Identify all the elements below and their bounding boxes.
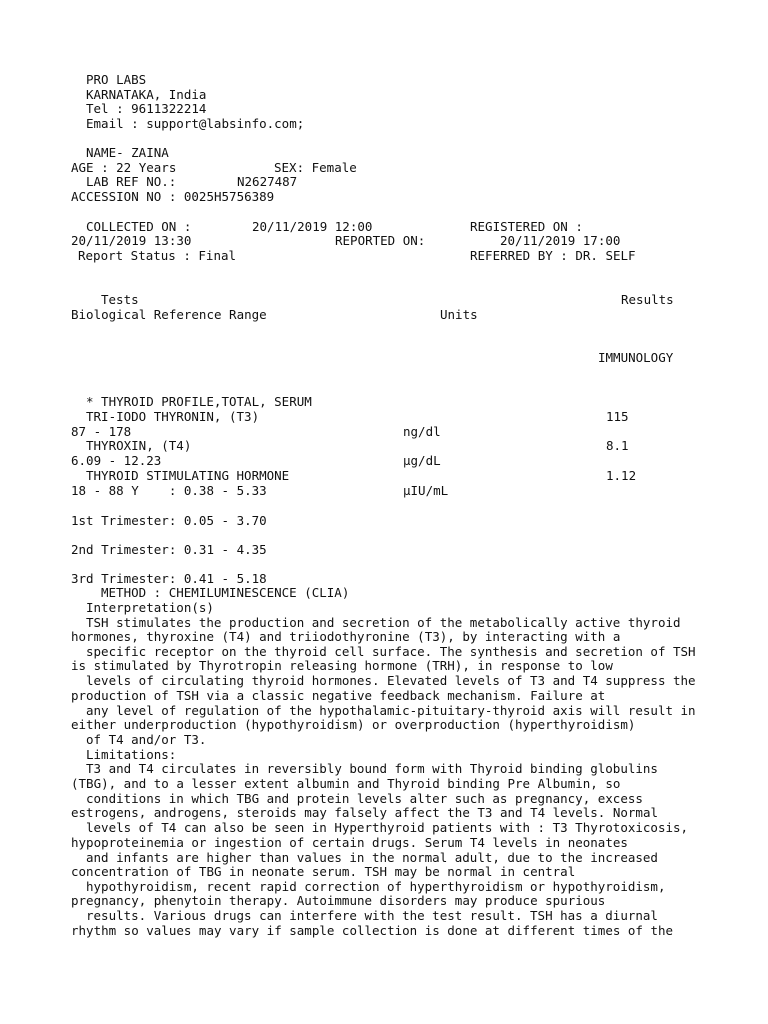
column-header-range: Biological Reference Range — [71, 307, 267, 322]
interpretation-line: specific receptor on the thyroid cell surface. The synthesis and secretion of TSH — [86, 644, 696, 659]
test-name-t4: THYROXIN, (T4) — [86, 438, 192, 453]
limitations-line: concentration of TBG in neonate serum. TSH may be normal in central — [71, 864, 576, 879]
limitations-line: and infants are higher than values in the normal adult, due to the increased — [86, 850, 658, 865]
test-units-t4: µg/dL — [403, 453, 441, 468]
test-result-t3: 115 — [606, 409, 629, 424]
report-status: Report Status : Final — [78, 248, 237, 263]
department-heading: IMMUNOLOGY — [598, 350, 674, 365]
test-result-t4: 8.1 — [606, 438, 629, 453]
trimester-3-range: 3rd Trimester: 0.41 - 5.18 — [71, 571, 267, 586]
test-name-tsh: THYROID STIMULATING HORMONE — [86, 468, 290, 483]
interpretation-line: levels of circulating thyroid hormones. Elevated levels of T3 and T4 suppress the — [86, 673, 696, 688]
test-units-tsh: µIU/mL — [403, 483, 449, 498]
collected-value: 20/11/2019 12:00 — [252, 219, 373, 234]
lab-email: Email : support@labsinfo.com; — [86, 116, 305, 131]
accession-number: ACCESSION NO : 0025H5756389 — [71, 189, 275, 204]
test-range-t4: 6.09 - 12.23 — [71, 453, 162, 468]
lab-ref-value: N2627487 — [237, 174, 298, 189]
test-range-t3: 87 - 178 — [71, 424, 132, 439]
limitations-line: results. Various drugs can interfere with the test result. TSH has a diurnal — [86, 908, 658, 923]
registered-value: 20/11/2019 13:30 — [71, 233, 192, 248]
reported-value: 20/11/2019 17:00 — [500, 233, 621, 248]
registered-label: REGISTERED ON : — [470, 219, 583, 234]
reported-label: REPORTED ON: — [335, 233, 426, 248]
patient-sex: SEX: Female — [274, 160, 357, 175]
limitations-heading: Limitations: — [86, 747, 177, 762]
collected-label: COLLECTED ON : — [86, 219, 192, 234]
patient-name: NAME- ZAINA — [86, 145, 169, 160]
lab-location: KARNATAKA, India — [86, 87, 207, 102]
patient-age: AGE : 22 Years — [71, 160, 177, 175]
limitations-line: conditions in which TBG and protein levels alter such as pregnancy, excess — [86, 791, 643, 806]
limitations-line: pregnancy, phenytoin therapy. Autoimmune disorders may produce spurious — [71, 893, 606, 908]
limitations-line: hypothyroidism, recent rapid correction of hyperthyroidism or hypothyroidism, — [86, 879, 666, 894]
interpretation-heading: Interpretation(s) — [86, 600, 214, 615]
column-header-tests: Tests — [101, 292, 139, 307]
test-range-tsh: 18 - 88 Y : 0.38 - 5.33 — [71, 483, 267, 498]
interpretation-line: production of TSH via a classic negative feedback mechanism. Failure at — [71, 688, 606, 703]
referred-by: REFERRED BY : DR. SELF — [470, 248, 636, 263]
lab-tel: Tel : 9611322214 — [86, 101, 207, 116]
limitations-line: levels of T4 can also be seen in Hyperthyroid patients with : T3 Thyrotoxicosis, — [86, 820, 689, 835]
lab-name: PRO LABS — [86, 72, 147, 87]
column-header-results: Results — [621, 292, 674, 307]
interpretation-line: is stimulated by Thyrotropin releasing hormone (TRH), in response to low — [71, 658, 613, 673]
method-line: METHOD : CHEMILUMINESCENCE (CLIA) — [101, 585, 350, 600]
test-result-tsh: 1.12 — [606, 468, 637, 483]
limitations-line: estrogens, androgens, steroids may falsely affect the T3 and T4 levels. Normal — [71, 805, 658, 820]
limitations-line: T3 and T4 circulates in reversibly bound form with Thyroid binding globulins — [86, 761, 658, 776]
interpretation-line: TSH stimulates the production and secretion of the metabolically active thyroid — [86, 615, 681, 630]
lab-ref-label: LAB REF NO.: — [86, 174, 177, 189]
interpretation-line: hormones, thyroxine (T4) and triiodothyronine (T3), by interacting with a — [71, 629, 621, 644]
trimester-2-range: 2nd Trimester: 0.31 - 4.35 — [71, 542, 267, 557]
test-units-t3: ng/dl — [403, 424, 441, 439]
test-name-t3: TRI-IODO THYRONIN, (T3) — [86, 409, 260, 424]
limitations-line: (TBG), and to a lesser extent albumin and Thyroid binding Pre Albumin, so — [71, 776, 621, 791]
interpretation-line: either underproduction (hypothyroidism) or overproduction (hyperthyroidism) — [71, 717, 636, 732]
interpretation-line: of T4 and/or T3. — [86, 732, 207, 747]
limitations-line: rhythm so values may vary if sample collection is done at different times of the — [71, 923, 674, 938]
trimester-1-range: 1st Trimester: 0.05 - 3.70 — [71, 513, 267, 528]
column-header-units: Units — [440, 307, 478, 322]
profile-heading: * THYROID PROFILE,TOTAL, SERUM — [86, 394, 312, 409]
limitations-line: hypoproteinemia or ingestion of certain drugs. Serum T4 levels in neonates — [71, 835, 628, 850]
interpretation-line: any level of regulation of the hypothalamic-pituitary-thyroid axis will result in — [86, 703, 696, 718]
